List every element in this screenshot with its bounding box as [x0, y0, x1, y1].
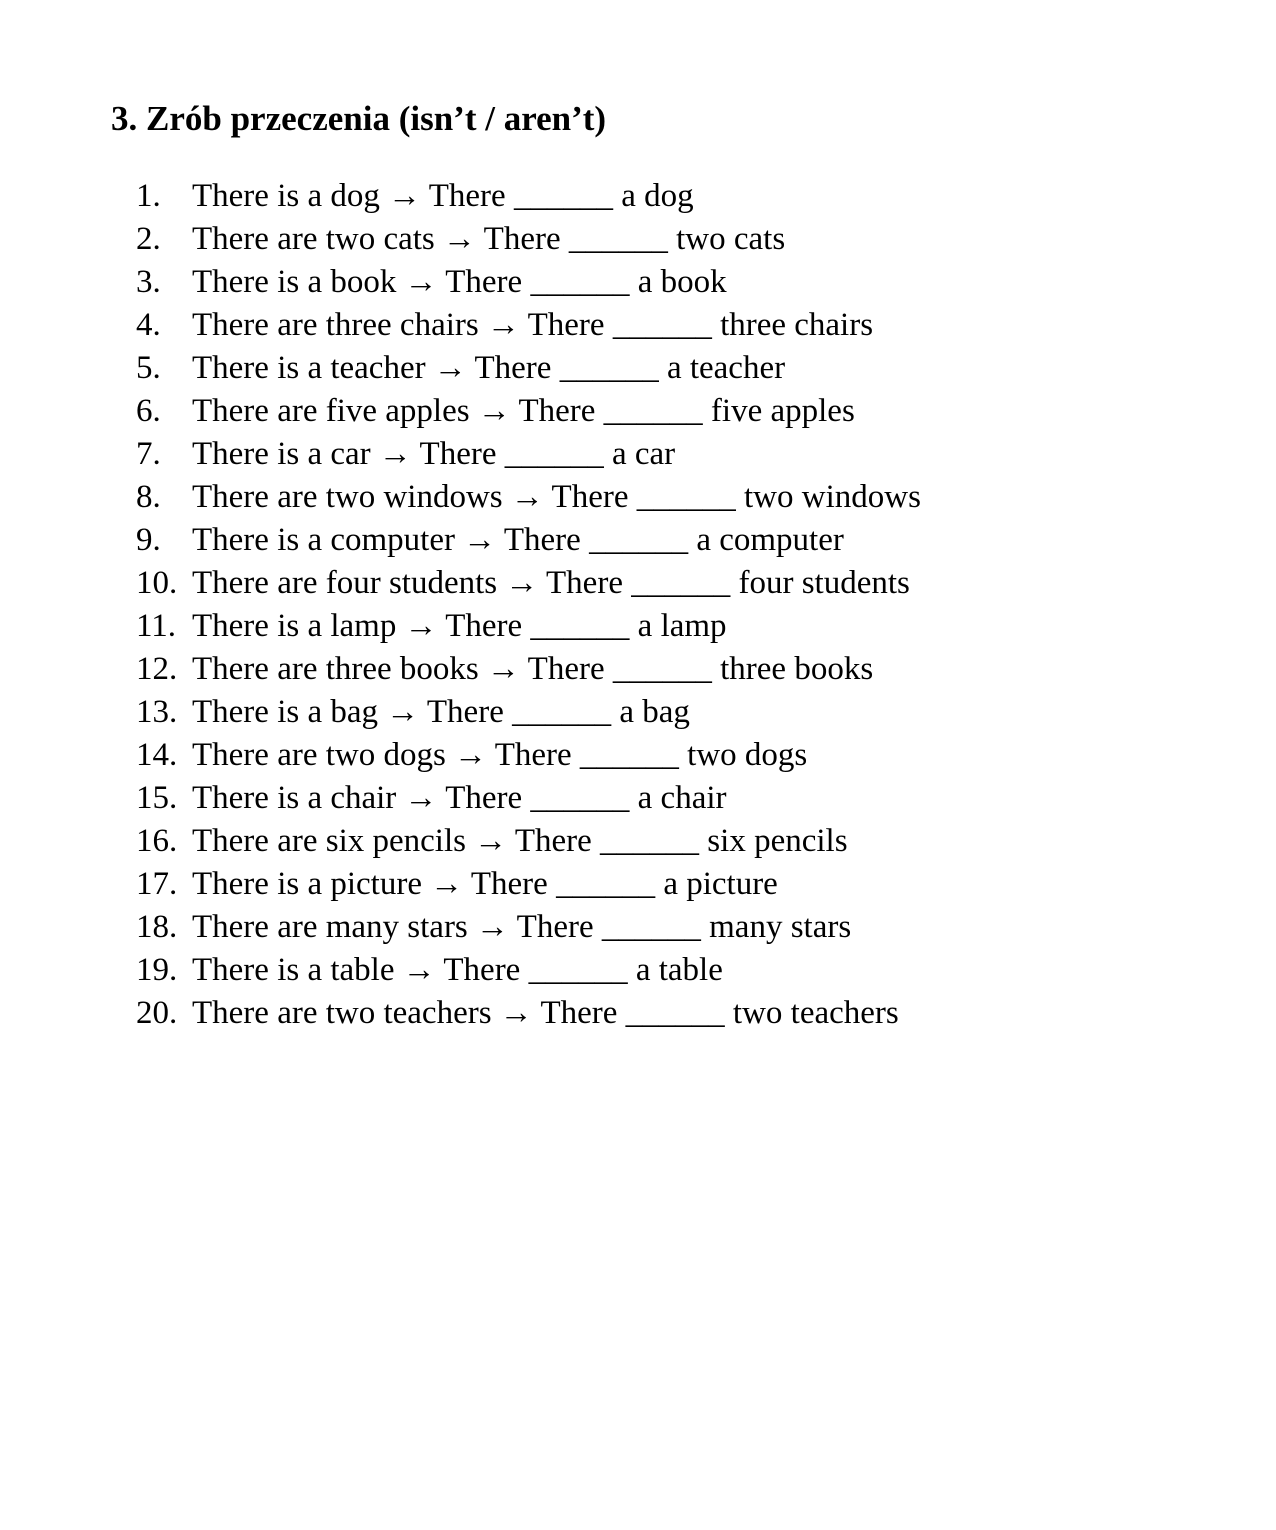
- item-sentence: There are three chairs → There ______ three chairs: [192, 307, 874, 343]
- item-number: 4.: [136, 307, 161, 343]
- item-number: 1.: [136, 178, 161, 214]
- item-sentence: There are many stars → There ______ many stars: [192, 909, 852, 945]
- item-number: 12.: [136, 651, 178, 687]
- item-sentence: There is a picture → There ______ a picture: [192, 866, 778, 902]
- item-number: 14.: [136, 737, 178, 773]
- item-number: 13.: [136, 694, 178, 730]
- item-number: 9.: [136, 522, 161, 558]
- item-number: 6.: [136, 393, 161, 429]
- item-sentence: There is a teacher → There ______ a teacher: [192, 350, 786, 386]
- item-number: 5.: [136, 350, 161, 386]
- item-sentence: There is a chair → There ______ a chair: [192, 780, 727, 816]
- item-sentence: There is a car → There ______ a car: [192, 436, 676, 472]
- item-sentence: There is a dog → There ______ a dog: [192, 178, 694, 214]
- item-number: 16.: [136, 823, 178, 859]
- item-number: 19.: [136, 952, 178, 988]
- item-number: 8.: [136, 479, 161, 515]
- item-sentence: There are four students → There ______ four students: [192, 565, 910, 601]
- item-number: 3.: [136, 264, 161, 300]
- item-sentence: There are six pencils → There ______ six pencils: [192, 823, 848, 859]
- item-sentence: There are two cats → There ______ two cats: [192, 221, 786, 257]
- item-number: 20.: [136, 995, 178, 1031]
- item-sentence: There are five apples → There ______ five apples: [192, 393, 855, 429]
- item-number: 7.: [136, 436, 161, 472]
- item-number: 11.: [136, 608, 177, 644]
- item-sentence: There is a computer → There ______ a computer: [192, 522, 844, 558]
- item-sentence: There are two teachers → There ______ two teachers: [192, 995, 899, 1031]
- item-sentence: There are three books → There ______ three books: [192, 651, 874, 687]
- item-number: 15.: [136, 780, 178, 816]
- item-number: 18.: [136, 909, 178, 945]
- item-number: 10.: [136, 565, 178, 601]
- item-sentence: There is a table → There ______ a table: [192, 952, 723, 988]
- item-sentence: There are two dogs → There ______ two dogs: [192, 737, 808, 773]
- item-sentence: There are two windows → There ______ two windows: [192, 479, 921, 515]
- item-number: 2.: [136, 221, 161, 257]
- item-number: 17.: [136, 866, 178, 902]
- exercise-title: 3. Zrób przeczenia (isn’t / aren’t): [111, 99, 607, 138]
- item-sentence: There is a book → There ______ a book: [192, 264, 727, 300]
- item-sentence: There is a lamp → There ______ a lamp: [192, 608, 727, 644]
- item-sentence: There is a bag → There ______ a bag: [192, 694, 690, 730]
